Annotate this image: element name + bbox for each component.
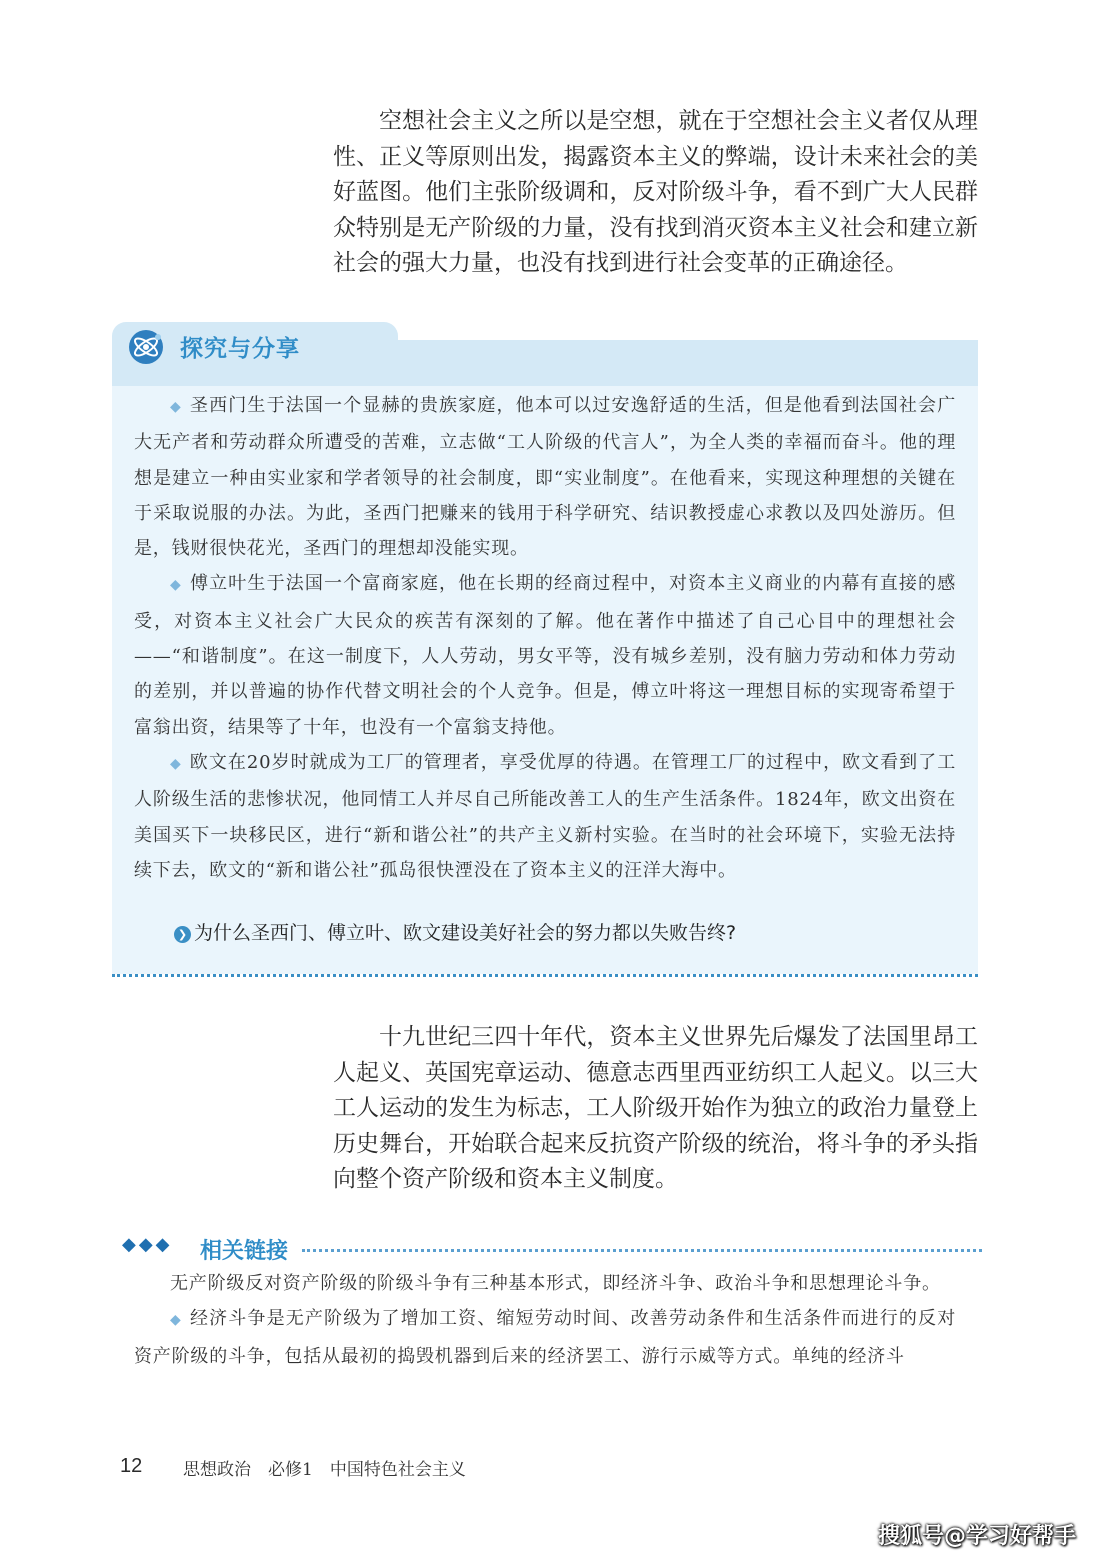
explore-share-box — [112, 322, 978, 974]
watermark: 搜狐号@学习好帮手 — [877, 1524, 1076, 1549]
diamond-bullet-icon: ◆ — [170, 399, 182, 415]
book-title: 思想政治 必修1 中国特色社会主义 — [183, 1460, 466, 1480]
dotted-divider — [112, 974, 978, 977]
atom-icon — [128, 329, 164, 365]
discussion-question: ❯ 为什么圣西门、傅立叶、欧文建设美好社会的努力都以失败告终? — [174, 918, 736, 945]
links-paragraph: ◆ 经济斗争是无产阶级为了增加工资、缩短劳动时间、改善劳动条件和生活条件而进行的反对资产阶级的斗争，包括从最初的捣毁机器到后来的经济罢工、游行示威等方式。单纯的经济斗 — [134, 1308, 956, 1367]
diamonds-icon: ◆◆◆ — [122, 1234, 173, 1255]
explore-paragraph: ◆ 傅立叶生于法国一个富商家庭，他在长期的经商过程中，对资本主义商业的内幕有直接的感受，对资本主义社会广大民众的疾苦有深刻的了解。他在著作中描述了自己心目中的理想社会——“和谐制度”。在这一制度下，人人劳动，男女平等，没有城乡差别，没有脑力劳动和体力劳动的差别，并以普遍的协作代替文明社会的个人竞争。但是，傅立叶将这一理想目标的实现寄希望于富翁出资，结果等了十年，也没有一个富翁支持他。 — [134, 573, 956, 738]
related-links-header — [122, 1234, 982, 1264]
explore-paragraph: ◆ 欧文在20岁时就成为工厂的管理者，享受优厚的待遇。在管理工厂的过程中，欧文看到了工人阶级生活的悲惨状况，他同情工人并尽自己所能改善工人的生产生活条件。1824年，欧文出资在美国买下一块移民区，进行“新和谐公社”的共产主义新村实验。在当时的社会环境下，实验无法持续下去，欧文的“新和谐公社”孤岛很快湮没在了资本主义的汪洋大海中。 — [134, 751, 956, 881]
links-paragraph: 无产阶级反对资产阶级的阶级斗争有三种基本形式，即经济斗争、政治斗争和思想理论斗争。 — [170, 1273, 941, 1294]
related-links-paragraphs — [134, 1266, 956, 1374]
intro-paragraph: 空想社会主义之所以是空想，就在于空想社会主义者仅从理性、正义等原则出发，揭露资本主义的弊端，设计未来社会的美好蓝图。他们主张阶级调和，反对阶级斗争，看不到广大人民群众特别是无产阶级的力量，没有找到消灭资本主义社会和建立新社会的强大力量，也没有找到进行社会变革的正确途径。 — [333, 108, 978, 276]
main-paragraph: 十九世纪三四十年代，资本主义世界先后爆发了法国里昂工人起义、英国宪章运动、德意志西里西亚纺织工人起义。以三大工人运动的发生为标志，工人阶级开始作为独立的政治力量登上历史舞台，开始联合起来反抗资产阶级的统治，将斗争的矛头指向整个资产阶级和资本主义制度。 — [333, 1024, 978, 1192]
page-number: 12 — [120, 1455, 143, 1477]
main-section — [333, 1020, 978, 1198]
explore-title: 探究与分享 — [180, 336, 300, 362]
diamond-bullet-icon: ◆ — [170, 577, 182, 594]
explore-paragraphs — [134, 388, 956, 888]
diamond-bullet-icon: ◆ — [170, 1312, 182, 1329]
explore-paragraph: ◆ 圣西门生于法国一个显赫的贵族家庭，他本可以过安逸舒适的生活，但是他看到法国社会广大无产者和劳动群众所遭受的苦难，立志做“工人阶级的代言人”，为全人类的幸福而奋斗。他的理想是建立一种由实业家和学者领导的社会制度，即“实业制度”。在他看来，实现这种理想的关键在于采取说服的办法。为此，圣西门把赚来的钱用于科学研究、结识教授虚心求教以及四处游历。但是，钱财很快花光，圣西门的理想却没能实现。 — [134, 395, 956, 560]
arrow-circle-icon: ❯ — [174, 926, 191, 943]
diamond-bullet-icon: ◆ — [170, 755, 182, 772]
dotted-rule — [302, 1249, 982, 1252]
intro-section — [333, 104, 978, 282]
related-links-title: 相关链接 — [200, 1239, 289, 1264]
